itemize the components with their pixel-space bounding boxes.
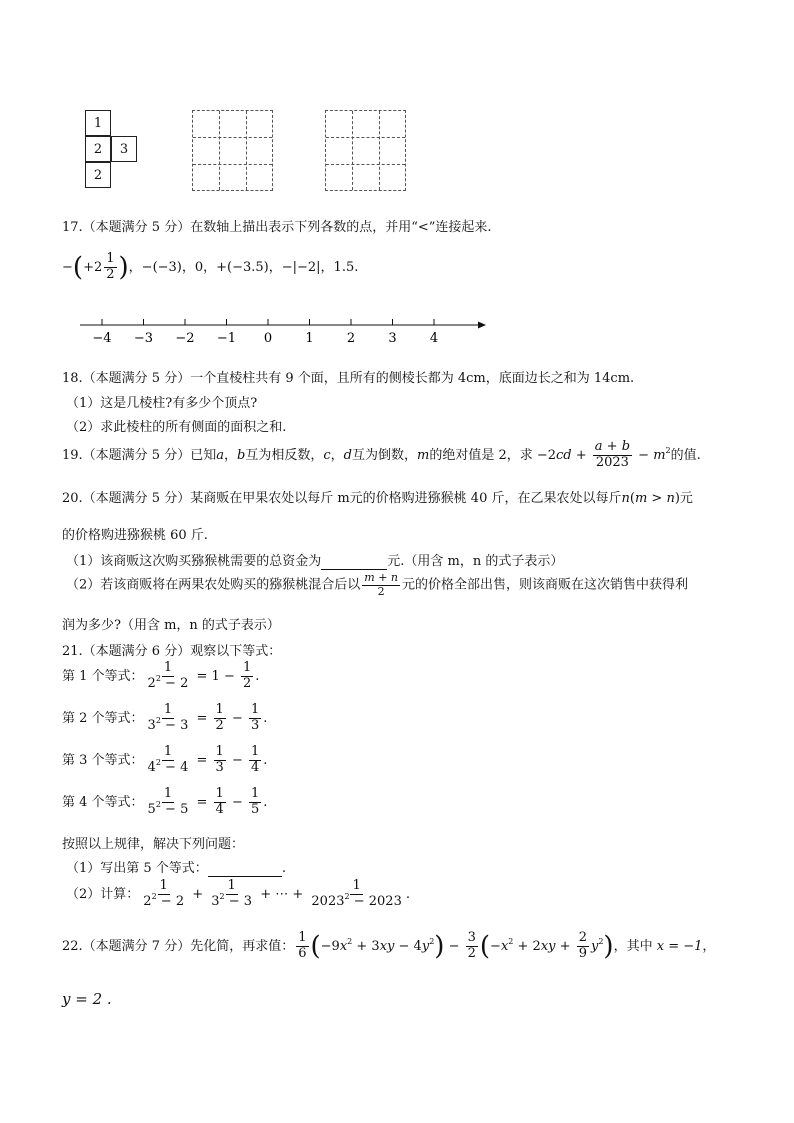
net-cell: 2 [85,162,111,188]
q20-part2: （2）若该商贩将在两果农处购买的猕猴桃混合后以 $\frac{m + n}{2}$ 元的价格全部出售，则该商贩在这次销售中获得利 [66,571,689,598]
net-cell: 1 [85,110,111,136]
tick-label: 2 [346,331,356,346]
tick-label: 0 [263,331,273,346]
q18-part1: （1）这是几棱柱?有多少个顶点? [66,396,258,411]
q20-line2: 的价格购进猕猴桃 60 斤. [62,528,208,543]
q22-y-value: y = 2 . [62,990,112,1008]
q21-part2: （2）计算： $\frac{1}{2^2 - 2}$ + $\frac{1}{3^2 - 3}$ + ⋯ + $\frac{1}{2023^2 - 2023}$ . [66,878,410,909]
q17-title: 17.（本题满分 5 分）在数轴上描出表示下列各数的点，并用“<”连接起来. [62,220,492,235]
q21-eq4: 第 4 个等式： $\frac{1}{5^2 - 5}$ = $\frac{1}{4}$ − $\frac{1}{5}$ . [62,786,268,817]
q21-eq2: 第 2 个等式： $\frac{1}{3^2 - 3}$ = $\frac{1}{2}$ − $\frac{1}{3}$ . [62,702,268,733]
q21-eq1: 第 1 个等式： $\frac{1}{2^2 - 2}$ = 1 − $\frac{1}{2}$ . [62,660,260,691]
q20-line1: 20.（本题满分 5 分）某商贩在甲果农处以每斤 m元的价格购进猕猴桃 40 斤，在乙果农处以每斤n(m > n)元 [62,491,693,506]
q21-title: 21.（本题满分 6 分）观察以下等式： [62,644,282,659]
tick-label: −3 [133,331,154,346]
net-cell: 2 [85,136,111,162]
net-cell: 3 [111,136,137,162]
q21-eq3: 第 3 个等式： $\frac{1}{4^2 - 4}$ = $\frac{1}{3}$ − $\frac{1}{4}$ . [62,744,268,775]
tick-label: −1 [216,331,237,346]
tick-label: −4 [92,331,112,346]
q17-numbers: −(+2 $\frac{1}{2}$ )，−(−3)，0，+(−3.5)，−|−2|，1.5. [62,251,359,283]
tick-label: 1 [305,331,314,346]
q18-part2: （2）求此棱柱的所有侧面的面积之和. [66,420,287,435]
q21-part1: （1）写出第 5 个等式： . [66,861,286,876]
tick-label: 3 [388,331,397,346]
q20-part1: （1）该商贩这次购买猕猴桃需要的总资金为 元.（用含 m，n 的式子表示） [66,554,564,569]
tick-label: −2 [175,331,195,346]
tick-label: 4 [429,331,439,346]
q22: 22.（本题满分 7 分）先化简，再求值： $\frac{1}{6}$ $(-9x^2 + 3xy - 4y^2)$ − $\frac{3}{2}$ ($-x^2 + 2xy$ + $\frac{2}{9}$ $y^2$)，其中 x = −1， [62,930,716,962]
number-line [0,0,794,360]
q18-title: 18.（本题满分 5 分）一个直棱柱共有 9 个面，且所有的侧棱长都为 4cm，底面边长之和为 14cm. [62,371,635,386]
q20-part2-line2: 润为多少?（用含 m，n 的式子表示） [62,618,280,633]
q21-rule: 按照以上规律，解决下列问题： [62,837,245,852]
q19: 19.（本题满分 5 分）已知a，b互为相反数，c，d互为倒数，m的绝对值是 2，求 −2cd + $\frac{a + b}{2023}$ − $m^2$的值. [62,439,701,470]
